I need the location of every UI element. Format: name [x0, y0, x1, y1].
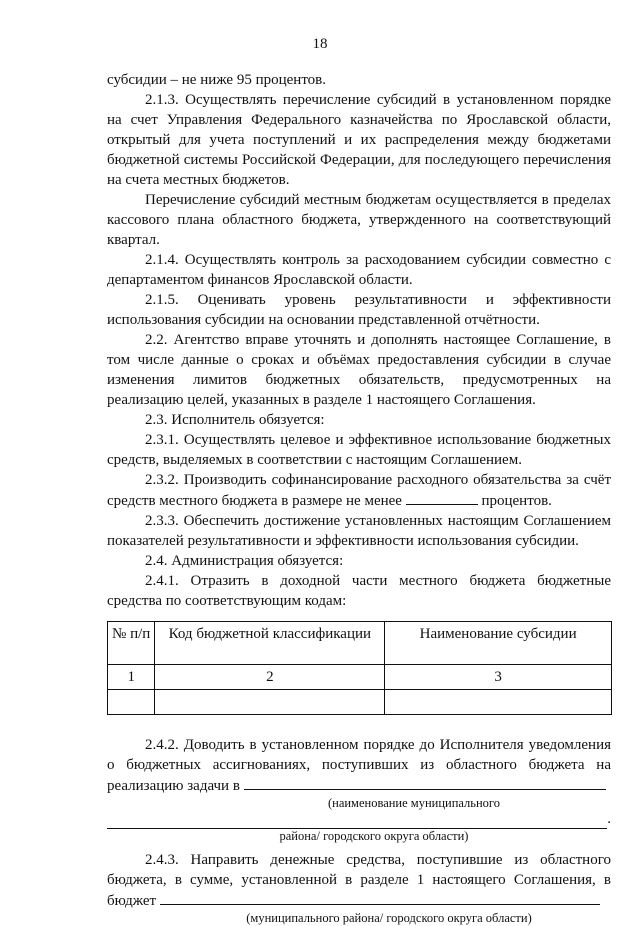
- document-body: [107, 70, 611, 926]
- paragraph: 2.2. Агентство вправе уточнять и дополнять настоящее Соглашение, в том числе данные о сроках и объёмах предоставления субсидии в случае изменения лимитов бюджетных обязательств, предусмотренных на реализацию целей, указанных в разделе 1 настоящего Соглашения.: [107, 332, 611, 408]
- table-header-cell: Код бюджетной классификации: [155, 622, 385, 665]
- paragraph: [107, 850, 611, 911]
- budget-blank-field[interactable]: [160, 890, 600, 905]
- paragraph: Перечисление субсидий местным бюджетам осуществляется в пределах кассового плана областного бюджета, утвержденного на соответствующий квартал.: [107, 192, 611, 248]
- line-end-dot: .: [607, 811, 611, 827]
- page-number: 18: [312, 36, 328, 52]
- paragraph: [107, 735, 611, 796]
- table-row: [108, 690, 612, 715]
- paragraph: 2.1.4. Осуществлять контроль за расходованием субсидии совместно с департаментом финансов Ярославской области.: [107, 252, 611, 288]
- paragraph: 2.3. Исполнитель обязуется:: [145, 412, 325, 428]
- table-header-cell: № п/п: [108, 622, 155, 665]
- table-row: [108, 665, 612, 690]
- field-caption: района/ городского округа области): [279, 829, 469, 843]
- paragraph: 2.3.3. Обеспечить достижение установленных настоящим Соглашением показателей результативности и эффективности использования субсидии.: [107, 513, 611, 549]
- table-header-row: [108, 622, 612, 665]
- table-cell[interactable]: [108, 690, 155, 715]
- percent-blank-field[interactable]: [406, 490, 478, 505]
- paragraph: 2.3.1. Осуществлять целевое и эффективное использование бюджетных средств, выделяемых в соответствии с настоящим Соглашением.: [107, 432, 611, 468]
- paragraph: 2.4.1. Отразить в доходной части местного бюджета бюджетные средства по соответствующим кодам:: [107, 573, 611, 609]
- table-cell: 3: [385, 665, 612, 690]
- table-cell: 2: [155, 665, 385, 690]
- paragraph-text: 2.4.3. Направить денежные средства, поступившие из областного бюджета, в сумме, установленной в разделе 1 настоящего Соглашения, в бюджет: [107, 852, 611, 909]
- budget-codes-table: [107, 621, 612, 715]
- fill-line: [107, 811, 611, 829]
- field-caption: (муниципального района/ городского округа области): [246, 911, 532, 925]
- field-caption: (наименование муниципального: [327, 796, 501, 810]
- paragraph-text: процентов.: [481, 493, 552, 509]
- paragraph: [107, 470, 611, 511]
- municipality-blank-field-2[interactable]: [107, 814, 607, 829]
- paragraph: субсидии – не ниже 95 процентов.: [107, 72, 327, 88]
- paragraph: 2.4. Администрация обязуется:: [145, 553, 344, 569]
- municipality-blank-field[interactable]: [244, 775, 606, 790]
- table-header-cell: Наименование субсидии: [385, 622, 612, 665]
- paragraph-text: 2.4.2. Доводить в установленном порядке до Исполнителя уведомления о бюджетных ассигнованиях, поступивших из областного бюджета на реализацию задачи в: [107, 737, 611, 794]
- paragraph: 2.1.3. Осуществлять перечисление субсидий в установленном порядке на счет Управления Федерального казначейства по Ярославской области, открытый для учета поступлений и их распределения между бюджетами бюджетной системы Российской Федерации, для последующего перечисления на счета местных бюджетов.: [107, 92, 611, 188]
- table-cell[interactable]: [155, 690, 385, 715]
- table-cell: 1: [108, 665, 155, 690]
- table-cell[interactable]: [385, 690, 612, 715]
- paragraph-text: 2.3.2. Производить софинансирование расходного обязательства за счёт средств местного бюджета в размере не менее: [107, 472, 611, 509]
- paragraph: 2.1.5. Оценивать уровень результативности и эффективности использования субсидии на основании представленной отчётности.: [107, 292, 611, 328]
